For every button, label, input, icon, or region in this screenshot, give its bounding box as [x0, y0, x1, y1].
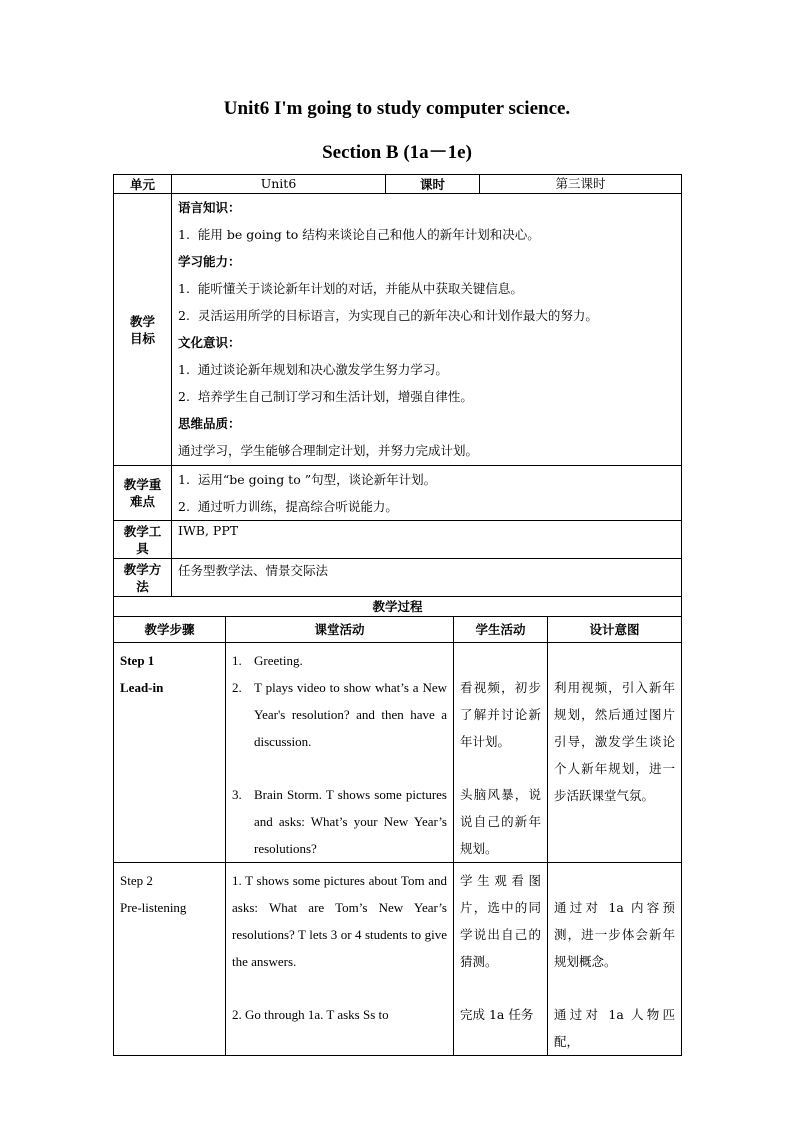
unit-label: 单元: [114, 175, 172, 194]
step1-name: [114, 643, 226, 863]
step1-act-2: 2. T plays video to show what’s a New Year's resolution? and then have a discussion.: [232, 680, 447, 749]
methods-value: 任务型教学法、情景交际法: [172, 559, 682, 597]
section-title: Section B (1a－1e): [322, 142, 472, 163]
process-heading: 教学过程: [114, 597, 682, 617]
column-student-activity: 学生活动: [454, 617, 548, 643]
page-title: Unit6 I'm going to study computer science.: [223, 98, 571, 119]
step2-number: Step 2: [120, 873, 153, 888]
step2-purpose-a: 通过对 1a 内容预测，进一步体会新年规划概念。: [554, 900, 676, 969]
column-class-activity: 课堂活动: [226, 617, 454, 643]
step2-purpose-b: 通过对 1a 人物匹配，: [554, 1007, 676, 1049]
column-step: 教学步骤: [114, 617, 226, 643]
step1-row: [114, 643, 682, 863]
step1-stage: Lead-in: [120, 680, 164, 695]
step1-act-3: 3. Brain Storm. T shows some pictures and asks: What’s your New Year’s resolutions?: [232, 787, 447, 856]
step1-act-1: 1. Greeting.: [232, 653, 303, 668]
methods-row: [114, 559, 682, 597]
process-columns-row: [114, 617, 682, 643]
key-points-content: [172, 466, 682, 521]
objective-item: 2. 培养学生自己制订学习和生活计划，增强自律性。: [178, 389, 473, 404]
objective-heading: 思维品质：: [178, 416, 241, 431]
step2-name: [114, 863, 226, 1056]
lesson-plan-table: [113, 174, 682, 1056]
tools-value: IWB, PPT: [172, 521, 682, 559]
objectives-label-text: 教学目标: [129, 313, 155, 346]
objective-item: 1. 能用 be going to 结构来谈论自己和他人的新年计划和决心。: [178, 227, 540, 242]
step2-student-activity: [454, 863, 548, 1056]
step1-class-activity: [226, 643, 454, 863]
step2-act-2: 2. Go through 1a. T asks Ss to: [232, 1007, 389, 1022]
step2-row: [114, 863, 682, 1056]
objective-item: 1. 能听懂关于谈论新年计划的对话，并能从中获取关键信息。: [178, 281, 523, 296]
tools-label: 教学工具: [114, 521, 172, 559]
objective-heading: 语言知识：: [178, 200, 241, 215]
column-design-purpose: 设计意图: [548, 617, 682, 643]
key-points-label: 教学重难点: [114, 466, 172, 521]
objectives-label: [114, 194, 172, 466]
objective-item: 1. 通过谈论新年规划和决心激发学生努力学习。: [178, 362, 448, 377]
key-point-item: 1. 运用“be going to ”句型，谈论新年计划。: [178, 472, 437, 487]
step2-student-a: 学生观看图片，选中的同学说出自己的猜测。: [460, 873, 542, 969]
objectives-row: [114, 194, 682, 466]
step1-purpose: 利用视频，引入新年规划，然后通过图片引导，激发学生谈论个人新年规划，进一步活跃课堂气氛。: [548, 643, 682, 863]
step2-class-activity: [226, 863, 454, 1056]
tools-row: [114, 521, 682, 559]
objective-heading: 文化意识：: [178, 335, 241, 350]
step2-act-1: 1. T shows some pictures about Tom and asks: What are Tom’s New Year’s resolutions? T lets 3 or 4 students to give the answers.: [232, 873, 447, 969]
step1-number: Step 1: [120, 653, 155, 668]
methods-label: 教学方法: [114, 559, 172, 597]
process-heading-row: [114, 597, 682, 617]
objectives-content: [172, 194, 682, 466]
unit-value: Unit6: [172, 175, 386, 194]
step1-student-a: 看视频，初步了解并讨论新年计划。: [460, 680, 542, 749]
objective-heading: 学习能力：: [178, 254, 241, 269]
step2-purpose: [548, 863, 682, 1056]
step2-stage: Pre-listening: [120, 900, 187, 915]
header-row: [114, 175, 682, 194]
objective-item: 2. 灵活运用所学的目标语言，为实现自己的新年决心和计划作最大的努力。: [178, 308, 598, 323]
step1-student-b: 头脑风暴，说说自己的新年规划。: [460, 787, 542, 856]
key-point-item: 2. 通过听力训练，提高综合听说能力。: [178, 499, 398, 514]
key-points-row: [114, 466, 682, 521]
period-label: 课时: [386, 175, 480, 194]
step2-student-b: 完成 1a 任务: [460, 1007, 534, 1022]
step1-student-activity: [454, 643, 548, 863]
objective-item: 通过学习，学生能够合理制定计划，并努力完成计划。: [178, 443, 479, 458]
period-value: 第三课时: [480, 175, 682, 194]
